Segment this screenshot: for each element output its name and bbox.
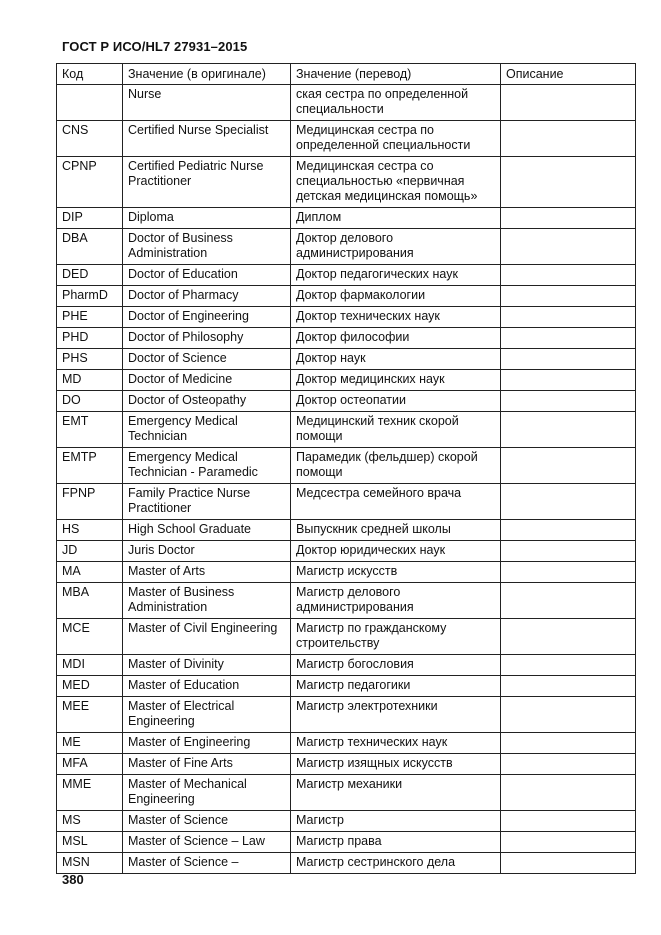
column-header-translation: Значение (перевод) <box>291 64 501 85</box>
cell-description <box>501 391 636 412</box>
cell-translation: Выпускник средней школы <box>291 520 501 541</box>
cell-description <box>501 583 636 619</box>
cell-original: Doctor of Science <box>123 349 291 370</box>
cell-translation: Доктор делового администрирования <box>291 229 501 265</box>
cell-code: MDI <box>57 655 123 676</box>
cell-code: CNS <box>57 121 123 157</box>
cell-original: Master of Science – <box>123 853 291 874</box>
cell-description <box>501 328 636 349</box>
cell-code: MED <box>57 676 123 697</box>
table-row <box>57 733 636 754</box>
table-row <box>57 676 636 697</box>
cell-original: Master of Divinity <box>123 655 291 676</box>
cell-translation: Магистр педагогики <box>291 676 501 697</box>
cell-description <box>501 229 636 265</box>
table-row <box>57 853 636 874</box>
table-row <box>57 562 636 583</box>
table-body <box>57 85 636 874</box>
cell-code: DED <box>57 265 123 286</box>
cell-code: PHS <box>57 349 123 370</box>
cell-code: DBA <box>57 229 123 265</box>
cell-original: Doctor of Pharmacy <box>123 286 291 307</box>
cell-description <box>501 208 636 229</box>
cell-original: Certified Nurse Specialist <box>123 121 291 157</box>
cell-code: DO <box>57 391 123 412</box>
cell-code: JD <box>57 541 123 562</box>
cell-original: Doctor of Education <box>123 265 291 286</box>
cell-original: Juris Doctor <box>123 541 291 562</box>
cell-translation: Магистр технических наук <box>291 733 501 754</box>
cell-code: MME <box>57 775 123 811</box>
table-row <box>57 520 636 541</box>
cell-original: Master of Civil Engineering <box>123 619 291 655</box>
cell-code: MEE <box>57 697 123 733</box>
cell-code: PharmD <box>57 286 123 307</box>
cell-code: MS <box>57 811 123 832</box>
table-header-row <box>57 64 636 85</box>
table-row <box>57 208 636 229</box>
cell-translation: Магистр изящных искусств <box>291 754 501 775</box>
cell-description <box>501 121 636 157</box>
table-row <box>57 619 636 655</box>
page-number: 380 <box>62 872 84 887</box>
cell-translation: ская сестра по определенной специальности <box>291 85 501 121</box>
cell-description <box>501 520 636 541</box>
cell-description <box>501 484 636 520</box>
cell-original: Doctor of Philosophy <box>123 328 291 349</box>
cell-code: PHE <box>57 307 123 328</box>
table-row <box>57 811 636 832</box>
cell-original: Master of Science <box>123 811 291 832</box>
cell-code: MSN <box>57 853 123 874</box>
cell-description <box>501 697 636 733</box>
table-row <box>57 85 636 121</box>
cell-description <box>501 811 636 832</box>
cell-original: Master of Mechanical Engineering <box>123 775 291 811</box>
cell-description <box>501 541 636 562</box>
cell-translation: Магистр делового администрирования <box>291 583 501 619</box>
cell-code: ME <box>57 733 123 754</box>
cell-original: Master of Science – Law <box>123 832 291 853</box>
cell-description <box>501 619 636 655</box>
cell-original: Emergency Medical Technician - Paramedic <box>123 448 291 484</box>
cell-original: Nurse <box>123 85 291 121</box>
cell-translation: Магистр права <box>291 832 501 853</box>
cell-description <box>501 853 636 874</box>
table-row <box>57 370 636 391</box>
cell-description <box>501 775 636 811</box>
cell-code: EMT <box>57 412 123 448</box>
cell-translation: Медицинский техник скорой помощи <box>291 412 501 448</box>
cell-code: FPNP <box>57 484 123 520</box>
cell-code: DIP <box>57 208 123 229</box>
cell-code: MSL <box>57 832 123 853</box>
cell-description <box>501 349 636 370</box>
cell-code: MFA <box>57 754 123 775</box>
cell-translation: Магистр по гражданскому строительству <box>291 619 501 655</box>
cell-description <box>501 676 636 697</box>
cell-translation: Парамедик (фельдшер) скорой помощи <box>291 448 501 484</box>
table-row <box>57 754 636 775</box>
table-row <box>57 265 636 286</box>
table-row <box>57 157 636 208</box>
cell-translation: Доктор технических наук <box>291 307 501 328</box>
cell-translation: Доктор остеопатии <box>291 391 501 412</box>
cell-code: EMTP <box>57 448 123 484</box>
cell-translation: Доктор фармакологии <box>291 286 501 307</box>
table-row <box>57 412 636 448</box>
table-row <box>57 448 636 484</box>
table-row <box>57 832 636 853</box>
cell-code: HS <box>57 520 123 541</box>
cell-translation: Доктор юридических наук <box>291 541 501 562</box>
cell-translation: Диплом <box>291 208 501 229</box>
cell-translation: Доктор медицинских наук <box>291 370 501 391</box>
cell-description <box>501 265 636 286</box>
codes-table <box>56 63 636 874</box>
cell-original: Family Practice Nurse Practitioner <box>123 484 291 520</box>
cell-original: Master of Engineering <box>123 733 291 754</box>
cell-description <box>501 85 636 121</box>
cell-description <box>501 562 636 583</box>
column-header-description: Описание <box>501 64 636 85</box>
cell-translation: Доктор философии <box>291 328 501 349</box>
cell-code: MA <box>57 562 123 583</box>
document-header: ГОСТ Р ИСО/HL7 27931–2015 <box>62 39 248 54</box>
table-row <box>57 775 636 811</box>
cell-translation: Магистр богословия <box>291 655 501 676</box>
cell-description <box>501 448 636 484</box>
cell-translation: Медсестра семейного врача <box>291 484 501 520</box>
cell-translation: Магистр электротехники <box>291 697 501 733</box>
cell-original: Doctor of Osteopathy <box>123 391 291 412</box>
cell-description <box>501 286 636 307</box>
cell-description <box>501 832 636 853</box>
cell-original: Master of Electrical Engineering <box>123 697 291 733</box>
table-row <box>57 328 636 349</box>
cell-code: CPNP <box>57 157 123 208</box>
cell-translation: Магистр сестринского дела <box>291 853 501 874</box>
cell-description <box>501 412 636 448</box>
table-row <box>57 541 636 562</box>
cell-original: Diploma <box>123 208 291 229</box>
cell-translation: Магистр механики <box>291 775 501 811</box>
table-row <box>57 286 636 307</box>
cell-original: Certified Pediatric Nurse Practitioner <box>123 157 291 208</box>
cell-description <box>501 655 636 676</box>
cell-code: MBA <box>57 583 123 619</box>
table-row <box>57 655 636 676</box>
cell-translation: Магистр искусств <box>291 562 501 583</box>
cell-original: Master of Education <box>123 676 291 697</box>
cell-code: MD <box>57 370 123 391</box>
cell-translation: Медицинская сестра по определенной специальности <box>291 121 501 157</box>
table-row <box>57 121 636 157</box>
cell-original: Emergency Medical Technician <box>123 412 291 448</box>
cell-original: Master of Arts <box>123 562 291 583</box>
cell-original: Master of Fine Arts <box>123 754 291 775</box>
cell-original: High School Graduate <box>123 520 291 541</box>
cell-original: Master of Business Administration <box>123 583 291 619</box>
cell-original: Doctor of Engineering <box>123 307 291 328</box>
cell-description <box>501 754 636 775</box>
table-row <box>57 583 636 619</box>
column-header-code: Код <box>57 64 123 85</box>
column-header-original: Значение (в оригинале) <box>123 64 291 85</box>
cell-translation: Медицинская сестра со специальностью «первичная детская медицинская помощь» <box>291 157 501 208</box>
table-row <box>57 229 636 265</box>
cell-translation: Доктор наук <box>291 349 501 370</box>
table-row <box>57 697 636 733</box>
table-row <box>57 391 636 412</box>
table-row <box>57 307 636 328</box>
cell-code <box>57 85 123 121</box>
cell-description <box>501 307 636 328</box>
cell-description <box>501 157 636 208</box>
table-row <box>57 349 636 370</box>
cell-translation: Доктор педагогических наук <box>291 265 501 286</box>
cell-translation: Магистр <box>291 811 501 832</box>
cell-original: Doctor of Medicine <box>123 370 291 391</box>
cell-code: PHD <box>57 328 123 349</box>
cell-description <box>501 370 636 391</box>
table-row <box>57 484 636 520</box>
cell-original: Doctor of Business Administration <box>123 229 291 265</box>
cell-code: MCE <box>57 619 123 655</box>
cell-description <box>501 733 636 754</box>
